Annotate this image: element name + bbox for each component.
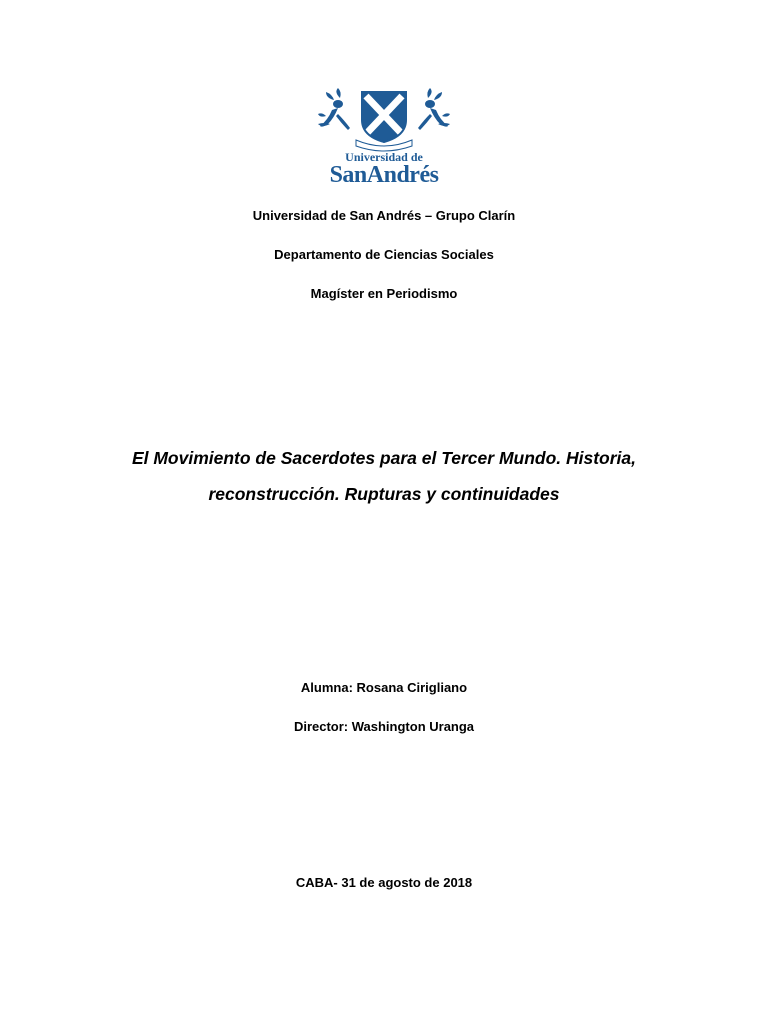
- director-line: Director: Washington Uranga: [293, 719, 475, 734]
- saltire-shield-icon: [312, 86, 456, 152]
- place-date-line: CABA- 31 de agosto de 2018: [295, 875, 473, 890]
- institution-line: Universidad de San Andrés – Grupo Clarín: [252, 208, 516, 223]
- department-line: Departamento de Ciencias Sociales: [274, 247, 494, 262]
- student-line: Alumna: Rosana Cirigliano: [300, 680, 468, 695]
- logo-text-top: Universidad de: [345, 150, 423, 164]
- program-line: Magíster en Periodismo: [310, 286, 458, 301]
- thesis-title: El Movimiento de Sacerdotes para el Tercer Mundo. Historia, reconstrucción. Rupturas y continuidades: [131, 448, 637, 504]
- university-logo: [312, 86, 456, 190]
- logo-text-main: SanAndrés: [329, 162, 439, 188]
